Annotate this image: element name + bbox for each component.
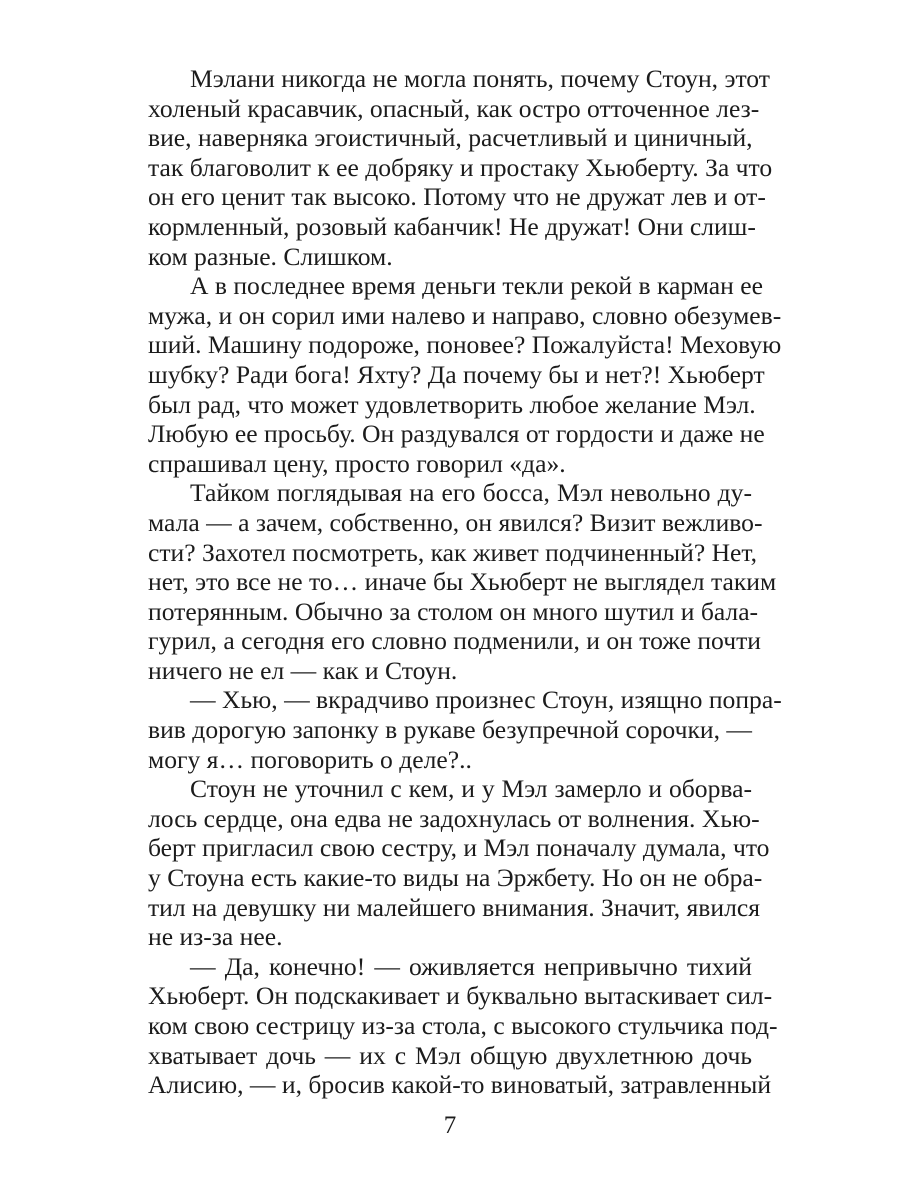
text-line: ничего не ел — как и Стоун. [148, 655, 458, 685]
text-line: гурил, а сегодня его словно подменили, и он тоже почти [148, 626, 761, 656]
text-line: был рад, что может удовлетворить любое желание Мэл. [148, 389, 756, 419]
text-line: берт пригласил свою сестру, и Мэл поначалу думала, что [148, 833, 770, 863]
text-line: потерянным. Обычно за столом он много шутил и бала- [148, 596, 759, 626]
text-line: шубку? Ради бога! Яхту? Да почему бы и нет?! Хьюберт [148, 359, 765, 389]
text-line: — Да, конечно! — оживляется непривычно тихий [190, 951, 752, 981]
text-line: так благоволит к ее добряку и простаку Хьюберту. За что [148, 152, 773, 182]
text-block [148, 64, 782, 1100]
text-line: — Хью, — вкрадчиво произнес Стоун, изящно попра- [190, 685, 782, 715]
text-line: мужа, и он сорил ими налево и направо, словно обезумев- [148, 300, 782, 330]
text-line: нет, это все не то… иначе бы Хьюберт не выглядел таким [148, 567, 777, 597]
text-line: мала — а зачем, собственно, он явился? Визит вежливо- [148, 507, 763, 537]
text-line: у Стоуна есть какие-то виды на Эржбету. Но он не обра- [148, 863, 763, 893]
text-line: тил на девушку ни малейшего внимания. Значит, явился [148, 892, 760, 922]
text-line: Тайком поглядывая на его босса, Мэл невольно ду- [190, 478, 752, 508]
text-line: А в последнее время деньги текли рекой в карман ее [190, 271, 763, 301]
text-line: Мэлани никогда не могла понять, почему Стоун, этот [190, 64, 770, 93]
text-line: он его ценит так высоко. Потому что не дружат лев и от- [148, 182, 766, 212]
text-line: сти? Захотел посмотреть, как живет подчиненный? Нет, [148, 537, 758, 567]
page-number: 7 [443, 1112, 457, 1139]
text-line: кормленный, розовый кабанчик! Не дружат! Они слиш- [148, 211, 756, 241]
text-line: лось сердце, она едва не задохнулась от волнения. Хью- [148, 803, 760, 833]
text-line: Хьюберт. Он подскакивает и буквально вытаскивает сил- [148, 981, 773, 1011]
text-line: холеный красавчик, опасный, как остро отточенное лез- [148, 93, 760, 123]
text-line: ком разные. Слишком. [148, 241, 393, 271]
text-line: Стоун не уточнил с кем, и у Мэл замерло и оборва- [190, 774, 752, 804]
text-line: вие, наверняка эгоистичный, расчетливый и циничный, [148, 123, 753, 153]
text-line: спрашивал цену, просто говорил «да». [148, 448, 566, 478]
text-line: не из-за нее. [148, 922, 283, 952]
text-line: ший. Машину подороже, поновее? Пожалуйста! Меховую [148, 330, 782, 360]
text-line: могу я… поговорить о деле?.. [148, 744, 472, 774]
text-line: ком свою сестрицу из-за стола, с высокого стульчика под- [148, 1011, 778, 1040]
text-line: Любую ее просьбу. Он раздувался от гордости и даже не [148, 419, 765, 449]
text-line: Алисию, — и, бросив какой-то виноватый, затравленный [148, 1070, 772, 1100]
text-line: вив дорогую запонку в рукаве безупречной сорочки, — [148, 715, 752, 745]
text-line: хватывает дочь — их с Мэл общую двухлетнюю дочь [148, 1040, 752, 1070]
